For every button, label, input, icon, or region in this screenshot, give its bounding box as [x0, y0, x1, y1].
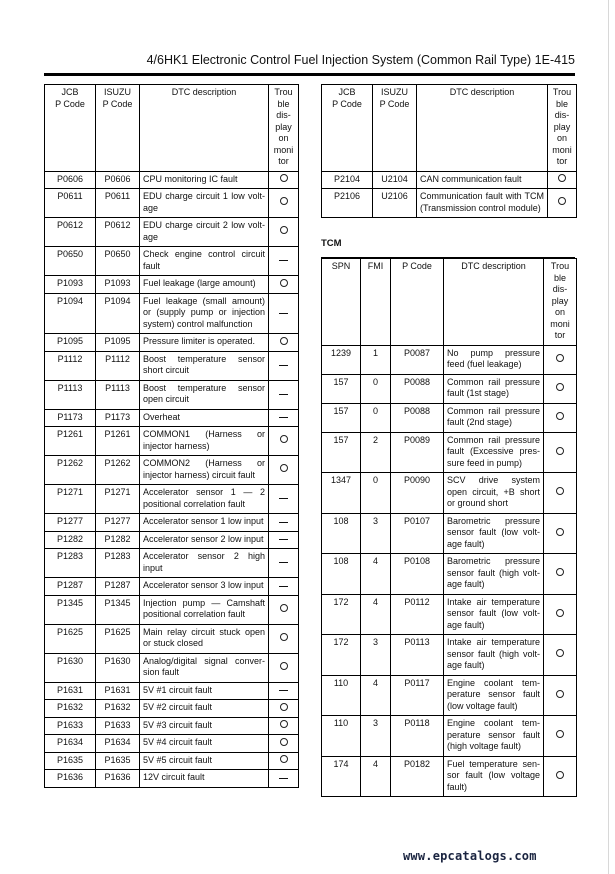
- desc-cell: Fuel leakage (small amount) or (supply pump or injection system) control malfunction: [140, 293, 269, 334]
- circle-mark-icon: [556, 609, 564, 617]
- table-row: [45, 531, 299, 549]
- table-row: [322, 403, 577, 432]
- isuzu-cell: P0612: [96, 218, 140, 247]
- table-row: [322, 554, 577, 595]
- table-row: [45, 189, 299, 218]
- circle-mark-icon: [280, 604, 288, 612]
- isuzu-cell: P1636: [96, 770, 140, 788]
- display-on-monitor-cell: [544, 432, 577, 473]
- dash-mark-icon: [279, 498, 288, 499]
- display-on-monitor-cell: [269, 514, 299, 532]
- display-on-monitor-cell: [269, 456, 299, 485]
- display-on-monitor-cell: [269, 427, 299, 456]
- display-on-monitor-cell: [269, 700, 299, 718]
- desc-cell: Accelerator sensor 2 low input: [140, 531, 269, 549]
- isuzu-cell: U2106: [373, 189, 417, 218]
- desc-cell: Analog/digital signal conver-sion fault: [140, 653, 269, 682]
- table-row: [322, 374, 577, 403]
- desc-cell: 5V #1 circuit fault: [140, 682, 269, 700]
- display-on-monitor-cell: [269, 578, 299, 596]
- desc-cell: Engine coolant tem-perature sensor fault (high voltage fault): [444, 716, 544, 757]
- isuzu-cell: P1634: [96, 735, 140, 753]
- display-on-monitor-cell: [544, 554, 577, 595]
- table-header-row: [322, 85, 577, 172]
- table-row: [45, 427, 299, 456]
- col-header-description: DTC description: [140, 85, 269, 172]
- circle-mark-icon: [556, 447, 564, 455]
- display-on-monitor-cell: [269, 653, 299, 682]
- isuzu-cell: P1287: [96, 578, 140, 596]
- desc-cell: 5V #3 circuit fault: [140, 717, 269, 735]
- isuzu-cell: P1262: [96, 456, 140, 485]
- desc-cell: COMMON2 (Harness or injector harness) circuit fault: [140, 456, 269, 485]
- spn-cell: 1239: [322, 345, 361, 374]
- jcb-cell: P1287: [45, 578, 96, 596]
- isuzu-cell: P1282: [96, 531, 140, 549]
- desc-cell: EDU charge circuit 2 low volt-age: [140, 218, 269, 247]
- isuzu-cell: P1632: [96, 700, 140, 718]
- col-header-fmi: FMI: [361, 259, 391, 346]
- jcb-cell: P1093: [45, 276, 96, 294]
- desc-cell: Barometric pressure sensor fault (high volt-age fault): [444, 554, 544, 595]
- pcode-cell: P0108: [391, 554, 444, 595]
- circle-mark-icon: [280, 279, 288, 287]
- table-row: [45, 770, 299, 788]
- desc-cell: CPU monitoring IC fault: [140, 171, 269, 189]
- display-on-monitor-cell: [269, 334, 299, 352]
- table-row: [45, 171, 299, 189]
- jcb-cell: P1631: [45, 682, 96, 700]
- isuzu-cell: P0606: [96, 171, 140, 189]
- display-on-monitor-cell: [269, 531, 299, 549]
- dash-mark-icon: [279, 394, 288, 395]
- fmi-cell: 4: [361, 756, 391, 797]
- spn-cell: 174: [322, 756, 361, 797]
- table-row: [322, 513, 577, 554]
- desc-cell: Fuel temperature sen-sor fault (low voltage fault): [444, 756, 544, 797]
- ecm-dtc-table-left: [44, 84, 299, 788]
- desc-cell: Boost temperature sensor short circuit: [140, 351, 269, 380]
- isuzu-cell: P1093: [96, 276, 140, 294]
- jcb-cell: P2104: [322, 171, 373, 189]
- desc-cell: 12V circuit fault: [140, 770, 269, 788]
- page-header-title: 4/6HK1 Electronic Control Fuel Injection System (Common Rail Type) 1E-415: [146, 53, 575, 67]
- table-row: [45, 682, 299, 700]
- col-header-pcode: P Code: [391, 259, 444, 346]
- dash-mark-icon: [279, 539, 288, 540]
- pcode-cell: P0117: [391, 675, 444, 716]
- spn-cell: 157: [322, 403, 361, 432]
- table-row: [45, 380, 299, 409]
- jcb-cell: P1173: [45, 409, 96, 427]
- fmi-cell: 3: [361, 513, 391, 554]
- desc-cell: 5V #2 circuit fault: [140, 700, 269, 718]
- display-on-monitor-cell: [544, 374, 577, 403]
- isuzu-cell: P1625: [96, 624, 140, 653]
- fmi-cell: 1: [361, 345, 391, 374]
- circle-mark-icon: [556, 528, 564, 536]
- table-row: [322, 189, 577, 218]
- circle-mark-icon: [280, 755, 288, 763]
- desc-cell: No pump pressure feed (fuel leakage): [444, 345, 544, 374]
- table-row: [45, 293, 299, 334]
- jcb-cell: P1633: [45, 717, 96, 735]
- table-row: [45, 351, 299, 380]
- pcode-cell: P0112: [391, 594, 444, 635]
- table-row: [45, 624, 299, 653]
- desc-cell: Accelerator sensor 1 — 2 positional correlation fault: [140, 485, 269, 514]
- display-on-monitor-cell: [269, 171, 299, 189]
- isuzu-cell: P0650: [96, 247, 140, 276]
- pcode-cell: P0107: [391, 513, 444, 554]
- desc-cell: COMMON1 (Harness or injector harness): [140, 427, 269, 456]
- jcb-cell: P0650: [45, 247, 96, 276]
- tcm-dtc-table: [321, 258, 577, 797]
- desc-cell: Check engine control circuit fault: [140, 247, 269, 276]
- desc-cell: Common rail pressure fault (2nd stage): [444, 403, 544, 432]
- footer-watermark: www.epcatalogs.com: [403, 849, 537, 863]
- spn-cell: 1347: [322, 473, 361, 514]
- table-row: [45, 247, 299, 276]
- circle-mark-icon: [280, 633, 288, 641]
- display-on-monitor-cell: [269, 682, 299, 700]
- jcb-cell: P1113: [45, 380, 96, 409]
- pcode-cell: P0182: [391, 756, 444, 797]
- dash-mark-icon: [279, 778, 288, 779]
- jcb-cell: P1634: [45, 735, 96, 753]
- pcode-cell: P0090: [391, 473, 444, 514]
- isuzu-cell: P1277: [96, 514, 140, 532]
- table-row: [45, 700, 299, 718]
- display-on-monitor-cell: [269, 276, 299, 294]
- desc-cell: Pressure limiter is operated.: [140, 334, 269, 352]
- circle-mark-icon: [280, 226, 288, 234]
- fmi-cell: 0: [361, 473, 391, 514]
- display-on-monitor-cell: [548, 189, 577, 218]
- circle-mark-icon: [280, 174, 288, 182]
- display-on-monitor-cell: [544, 403, 577, 432]
- header-rule: [44, 73, 575, 76]
- desc-cell: SCV drive system open circuit, +B short or ground short: [444, 473, 544, 514]
- table-row: [322, 345, 577, 374]
- table-row: [322, 473, 577, 514]
- dash-mark-icon: [279, 586, 288, 587]
- table-row: [45, 334, 299, 352]
- circle-mark-icon: [280, 464, 288, 472]
- table-row: [322, 171, 577, 189]
- col-header-description: DTC description: [444, 259, 544, 346]
- display-on-monitor-cell: [269, 752, 299, 770]
- desc-cell: Accelerator sensor 3 low input: [140, 578, 269, 596]
- display-on-monitor-cell: [544, 675, 577, 716]
- circle-mark-icon: [280, 435, 288, 443]
- desc-cell: Overheat: [140, 409, 269, 427]
- desc-cell: Common rail pressure fault (Excessive pres-sure feed in pump): [444, 432, 544, 473]
- fmi-cell: 4: [361, 554, 391, 595]
- desc-cell: Accelerator sensor 2 high input: [140, 549, 269, 578]
- display-on-monitor-cell: [544, 345, 577, 374]
- ecm-dtc-table-right: [321, 84, 577, 218]
- spn-cell: 157: [322, 374, 361, 403]
- col-header-display: Trou ble dis- play on moni tor: [269, 85, 299, 172]
- spn-cell: 110: [322, 716, 361, 757]
- circle-mark-icon: [280, 337, 288, 345]
- col-header-jcb: JCB P Code: [322, 85, 373, 172]
- display-on-monitor-cell: [269, 247, 299, 276]
- pcode-cell: P0087: [391, 345, 444, 374]
- jcb-cell: P1282: [45, 531, 96, 549]
- jcb-cell: P1625: [45, 624, 96, 653]
- col-header-display: Trou ble dis- play on moni tor: [548, 85, 577, 172]
- desc-cell: Injection pump — Camshaft positional correlation fault: [140, 595, 269, 624]
- jcb-cell: P1261: [45, 427, 96, 456]
- display-on-monitor-cell: [544, 635, 577, 676]
- tcm-section-label: TCM: [321, 238, 342, 249]
- circle-mark-icon: [556, 383, 564, 391]
- table-row: [45, 595, 299, 624]
- pcode-cell: P0088: [391, 403, 444, 432]
- page-edge: [608, 0, 609, 874]
- table-row: [45, 485, 299, 514]
- fmi-cell: 0: [361, 403, 391, 432]
- col-header-display: Trou ble dis- play on moni tor: [544, 259, 577, 346]
- dash-mark-icon: [279, 522, 288, 523]
- isuzu-cell: P1633: [96, 717, 140, 735]
- dash-mark-icon: [279, 417, 288, 418]
- jcb-cell: P1636: [45, 770, 96, 788]
- fmi-cell: 4: [361, 675, 391, 716]
- spn-cell: 172: [322, 635, 361, 676]
- jcb-cell: P1632: [45, 700, 96, 718]
- dash-mark-icon: [279, 562, 288, 563]
- display-on-monitor-cell: [544, 716, 577, 757]
- pcode-cell: P0088: [391, 374, 444, 403]
- isuzu-cell: P1095: [96, 334, 140, 352]
- spn-cell: 110: [322, 675, 361, 716]
- circle-mark-icon: [556, 771, 564, 779]
- display-on-monitor-cell: [269, 380, 299, 409]
- dash-mark-icon: [279, 313, 288, 314]
- jcb-cell: P1271: [45, 485, 96, 514]
- desc-cell: Main relay circuit stuck open or stuck closed: [140, 624, 269, 653]
- isuzu-cell: P1261: [96, 427, 140, 456]
- spn-cell: 172: [322, 594, 361, 635]
- circle-mark-icon: [280, 197, 288, 205]
- display-on-monitor-cell: [544, 513, 577, 554]
- table-row: [45, 653, 299, 682]
- display-on-monitor-cell: [269, 624, 299, 653]
- circle-mark-icon: [556, 487, 564, 495]
- circle-mark-icon: [280, 703, 288, 711]
- jcb-cell: P1283: [45, 549, 96, 578]
- desc-cell: Intake air temperature sensor fault (low volt-age fault): [444, 594, 544, 635]
- display-on-monitor-cell: [269, 485, 299, 514]
- isuzu-cell: P1283: [96, 549, 140, 578]
- isuzu-cell: P1173: [96, 409, 140, 427]
- desc-cell: Barometric pressure sensor fault (low volt-age fault): [444, 513, 544, 554]
- circle-mark-icon: [558, 197, 566, 205]
- display-on-monitor-cell: [544, 473, 577, 514]
- display-on-monitor-cell: [548, 171, 577, 189]
- fmi-cell: 3: [361, 716, 391, 757]
- circle-mark-icon: [280, 738, 288, 746]
- display-on-monitor-cell: [544, 756, 577, 797]
- spn-cell: 157: [322, 432, 361, 473]
- table-row: [45, 456, 299, 485]
- jcb-cell: P1345: [45, 595, 96, 624]
- table-header-row: [322, 259, 577, 346]
- table-row: [45, 752, 299, 770]
- jcb-cell: P1094: [45, 293, 96, 334]
- col-header-isuzu: ISUZU P Code: [96, 85, 140, 172]
- table-row: [322, 675, 577, 716]
- pcode-cell: P0118: [391, 716, 444, 757]
- col-header-isuzu: ISUZU P Code: [373, 85, 417, 172]
- table-row: [45, 717, 299, 735]
- isuzu-cell: P1630: [96, 653, 140, 682]
- circle-mark-icon: [280, 662, 288, 670]
- display-on-monitor-cell: [269, 717, 299, 735]
- jcb-cell: P1630: [45, 653, 96, 682]
- table-row: [322, 756, 577, 797]
- isuzu-cell: P1631: [96, 682, 140, 700]
- display-on-monitor-cell: [269, 595, 299, 624]
- pcode-cell: P0113: [391, 635, 444, 676]
- jcb-cell: P0606: [45, 171, 96, 189]
- circle-mark-icon: [556, 412, 564, 420]
- pcode-cell: P0089: [391, 432, 444, 473]
- dash-mark-icon: [279, 690, 288, 691]
- fmi-cell: 0: [361, 374, 391, 403]
- table-header-row: [45, 85, 299, 172]
- table-row: [322, 716, 577, 757]
- desc-cell: Boost temperature sensor open circuit: [140, 380, 269, 409]
- jcb-cell: P0611: [45, 189, 96, 218]
- col-header-jcb: JCB P Code: [45, 85, 96, 172]
- desc-cell: Fuel leakage (large amount): [140, 276, 269, 294]
- fmi-cell: 3: [361, 635, 391, 676]
- spn-cell: 108: [322, 554, 361, 595]
- table-row: [45, 735, 299, 753]
- isuzu-cell: P1113: [96, 380, 140, 409]
- circle-mark-icon: [280, 720, 288, 728]
- isuzu-cell: P1345: [96, 595, 140, 624]
- circle-mark-icon: [558, 174, 566, 182]
- jcb-cell: P1112: [45, 351, 96, 380]
- circle-mark-icon: [556, 730, 564, 738]
- isuzu-cell: P1112: [96, 351, 140, 380]
- desc-cell: Intake air temperature sensor fault (high volt-age fault): [444, 635, 544, 676]
- isuzu-cell: P1635: [96, 752, 140, 770]
- desc-cell: CAN communication fault: [417, 171, 548, 189]
- desc-cell: Communication fault with TCM (Transmission control module): [417, 189, 548, 218]
- jcb-cell: P1262: [45, 456, 96, 485]
- jcb-cell: P1635: [45, 752, 96, 770]
- isuzu-cell: U2104: [373, 171, 417, 189]
- display-on-monitor-cell: [269, 189, 299, 218]
- circle-mark-icon: [556, 690, 564, 698]
- spn-cell: 108: [322, 513, 361, 554]
- isuzu-cell: P0611: [96, 189, 140, 218]
- desc-cell: 5V #5 circuit fault: [140, 752, 269, 770]
- display-on-monitor-cell: [269, 735, 299, 753]
- display-on-monitor-cell: [269, 770, 299, 788]
- circle-mark-icon: [556, 649, 564, 657]
- table-row: [45, 514, 299, 532]
- display-on-monitor-cell: [269, 351, 299, 380]
- desc-cell: EDU charge circuit 1 low volt-age: [140, 189, 269, 218]
- table-row: [45, 409, 299, 427]
- display-on-monitor-cell: [269, 409, 299, 427]
- desc-cell: 5V #4 circuit fault: [140, 735, 269, 753]
- table-row: [322, 594, 577, 635]
- dash-mark-icon: [279, 260, 288, 261]
- desc-cell: Common rail pressure fault (1st stage): [444, 374, 544, 403]
- jcb-cell: P2106: [322, 189, 373, 218]
- display-on-monitor-cell: [269, 549, 299, 578]
- fmi-cell: 4: [361, 594, 391, 635]
- jcb-cell: P0612: [45, 218, 96, 247]
- table-row: [45, 276, 299, 294]
- desc-cell: Accelerator sensor 1 low input: [140, 514, 269, 532]
- display-on-monitor-cell: [269, 218, 299, 247]
- table-row: [322, 635, 577, 676]
- table-row: [45, 578, 299, 596]
- fmi-cell: 2: [361, 432, 391, 473]
- isuzu-cell: P1094: [96, 293, 140, 334]
- desc-cell: Engine coolant tem-perature sensor fault (low voltage fault): [444, 675, 544, 716]
- jcb-cell: P1277: [45, 514, 96, 532]
- circle-mark-icon: [556, 568, 564, 576]
- col-header-spn: SPN: [322, 259, 361, 346]
- circle-mark-icon: [556, 354, 564, 362]
- table-row: [45, 549, 299, 578]
- table-row: [322, 432, 577, 473]
- table-row: [45, 218, 299, 247]
- display-on-monitor-cell: [544, 594, 577, 635]
- display-on-monitor-cell: [269, 293, 299, 334]
- col-header-description: DTC description: [417, 85, 548, 172]
- dash-mark-icon: [279, 365, 288, 366]
- isuzu-cell: P1271: [96, 485, 140, 514]
- jcb-cell: P1095: [45, 334, 96, 352]
